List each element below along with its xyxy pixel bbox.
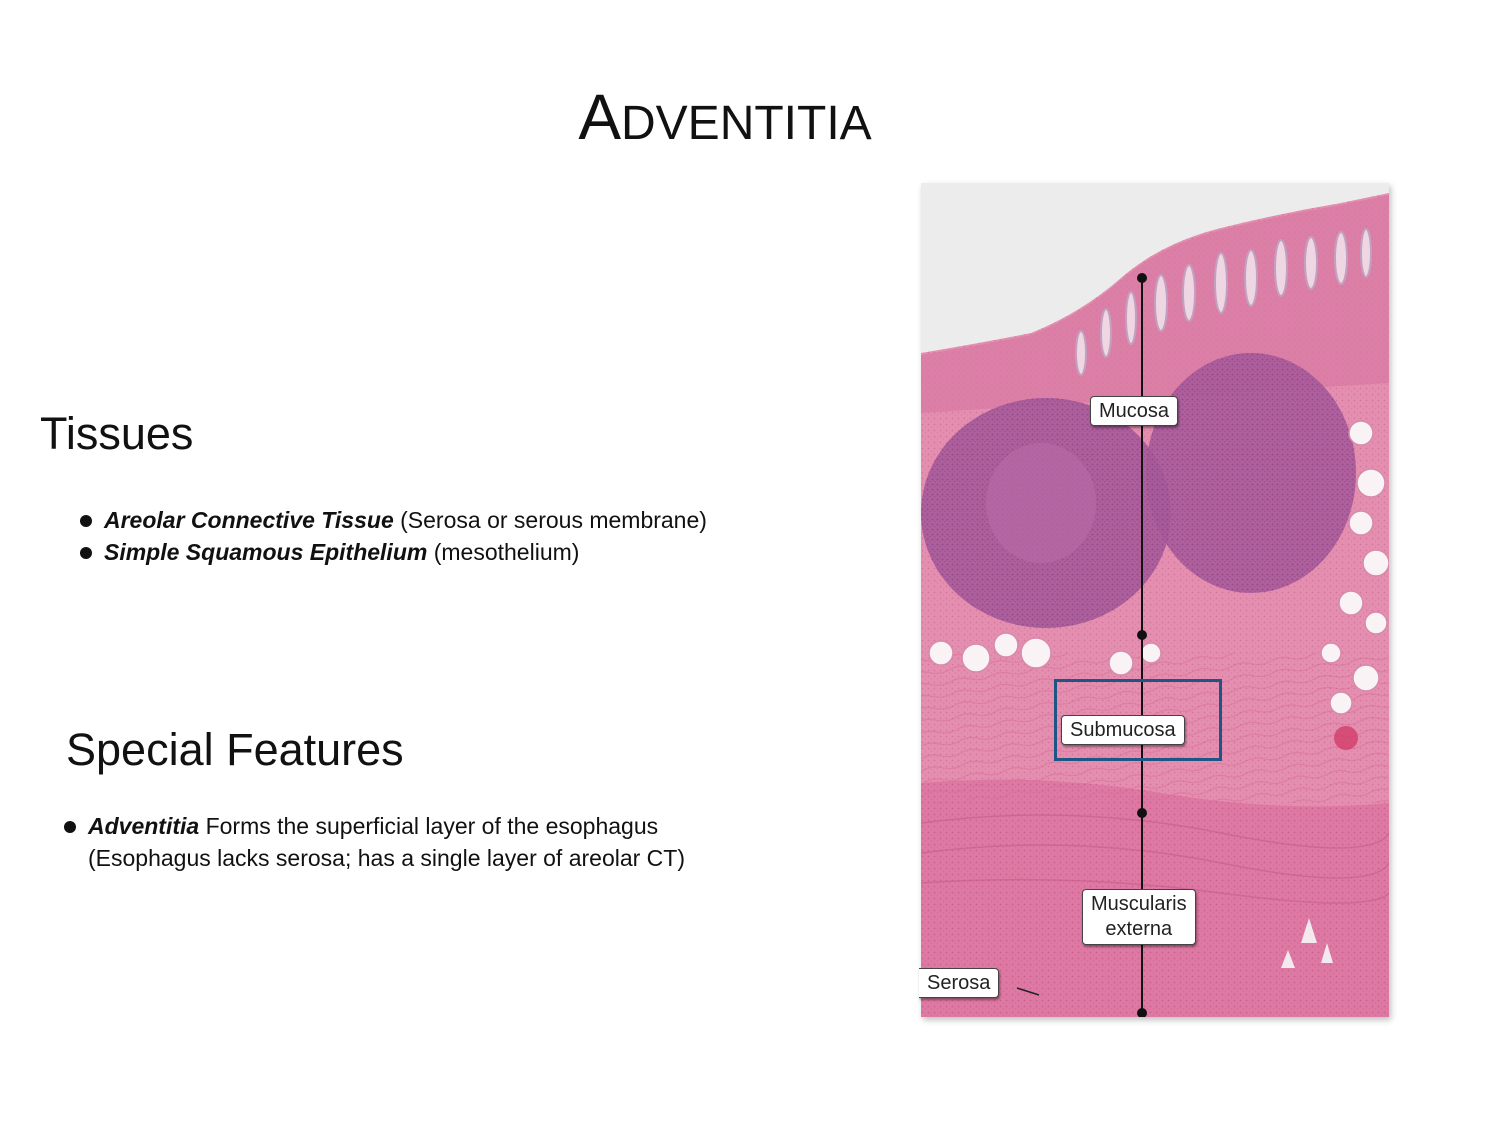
label-muscularis-externa — [1082, 889, 1196, 945]
label-muscularis-line2: externa — [1105, 918, 1173, 940]
item-desc: (mesothelium) — [427, 539, 580, 565]
micrograph — [921, 183, 1389, 1017]
item-term: Adventitia — [88, 813, 200, 839]
list-item — [80, 536, 840, 568]
special-features-heading: Special Features — [66, 724, 404, 775]
list-item — [80, 504, 840, 536]
label-submucosa: Submucosa — [1061, 715, 1185, 745]
label-serosa: Serosa — [919, 968, 999, 998]
title-first-letter: A — [578, 81, 621, 153]
tissue-list — [80, 504, 840, 568]
feature-list — [64, 810, 734, 874]
item-term: Areolar Connective Tissue — [104, 507, 394, 533]
title-rest: DVENTITIA — [621, 97, 872, 150]
slide-title — [0, 80, 1450, 154]
list-item — [64, 810, 734, 874]
tissues-heading: Tissues — [40, 408, 194, 459]
item-desc: Forms the superficial layer of the esophagus (Esophagus lacks serosa; has a single layer of areolar CT) — [88, 813, 686, 871]
label-mucosa: Mucosa — [1090, 396, 1178, 426]
item-term: Simple Squamous Epithelium — [104, 539, 428, 565]
item-desc: (Serosa or serous membrane) — [393, 507, 707, 533]
label-muscularis-line1: Muscularis — [1091, 893, 1187, 915]
